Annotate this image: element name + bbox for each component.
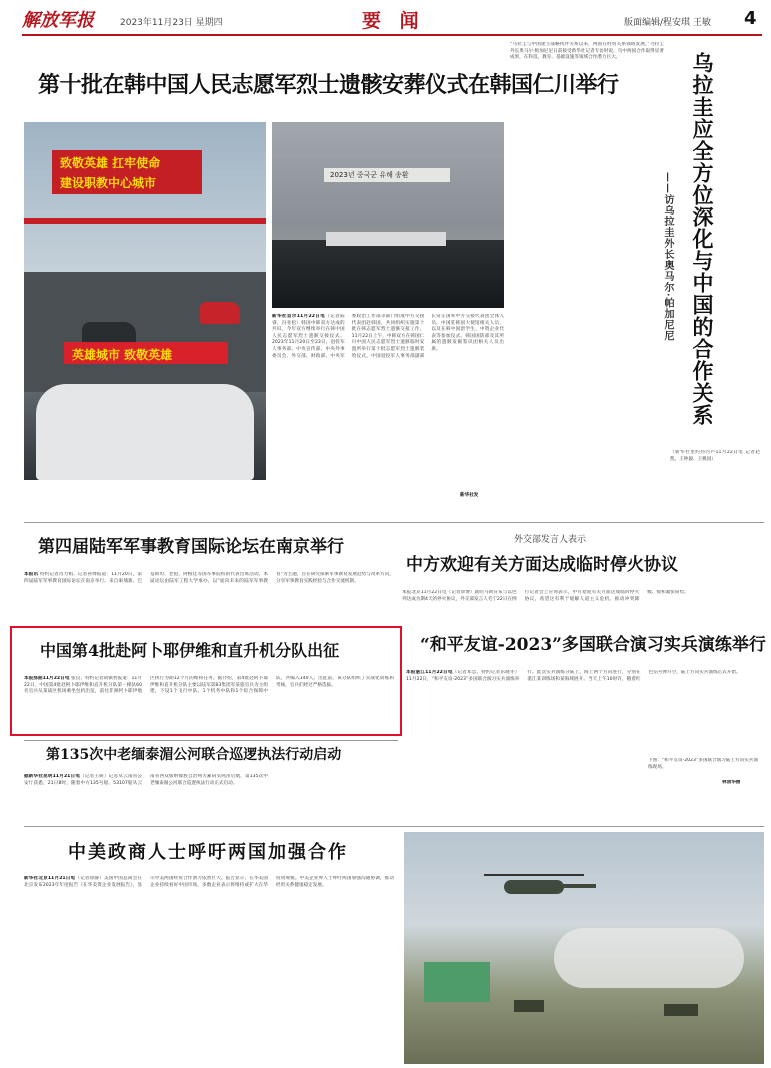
sidebar-end [670, 450, 760, 500]
forum-body [24, 572, 394, 612]
divider-mekong [24, 740, 398, 741]
issue-date: 2023年11月23日 星期四 [120, 18, 223, 28]
page-masthead [22, 6, 762, 36]
lead-photo-ceremony [272, 122, 504, 308]
drill-body-text: （记者邓忠、特约记者乐晓冬）11月22日，“和平友谊-2023”多国联合演习实兵演练举行。此次实兵演练分陆上、海上两个方向进行，分别在湛江某训练场和某海域展开。当天上午10时许，随着红色信号弹升空，陆上方向实兵演练正式开始。 [406, 670, 741, 682]
business-headline: 中美政商人士呼吁两国加强合作 [68, 842, 348, 863]
bridge-deck [24, 272, 266, 392]
ceremony-banner-text: 2023년 중국군 유해 송환 [330, 171, 409, 179]
vehicle-1 [514, 1000, 544, 1012]
lead-photo-bridge [24, 122, 266, 480]
section-title: 要 闻 [362, 10, 425, 32]
business-body [24, 876, 394, 1062]
drill-caption-text: 下图：“和平友谊-2023”多国联合演习陆上方向实兵演练现场。 [648, 758, 758, 770]
forum-body-text: 特约记者肖力娟、记者孙博报道：11月20日，第四届陆军军事教育国际论坛在南京举行。来自柬埔寨、巴基斯坦、老挝、阿根廷等国军事院校的代表出席活动。本届论坛由陆军工程大学承办，以“面向未来的陆军军事教育”为主题，旨在研究探索军事教育发展趋势与改革方向，分享军事教育实践经验与合作交流机制。 [24, 572, 394, 584]
divider-upper [24, 522, 764, 523]
mekong-body-text: （记者王研）记者从云南省公安厅获悉，21日8时，随着中方135号船、53107船从云南省西双版纳傣族自治州关累码头鸣笛启航，第135次中老缅泰湄公河联合巡逻执法行动正式启动。 [24, 774, 268, 786]
helicopter-body [504, 880, 564, 894]
coffin-table [326, 232, 446, 246]
white-car [36, 384, 254, 480]
sidebar-body [510, 42, 664, 498]
smoke-cloud [554, 928, 744, 988]
sidebar-headline: 乌拉圭应全方位深化与中国的合作关系 [690, 52, 715, 426]
page-editors: 版面编辑/程安琪 王敏 [624, 18, 711, 28]
page-number: 4 [744, 8, 757, 29]
abyei-headline: 中国第4批赴阿卜耶伊维和直升机分队出征 [40, 641, 340, 660]
red-car [200, 302, 240, 324]
building-green [424, 962, 490, 1002]
helicopter-tail [560, 884, 596, 888]
drill-caption [648, 758, 762, 778]
lead-author: 新华社发 [460, 493, 479, 498]
divider-lower [24, 826, 764, 827]
sidebar-subtitle: ——访乌拉圭外长奥马尔·帕加尼尼 [662, 172, 673, 342]
photo-banner-line1: 致敬英雄 扛牢使命 [60, 156, 161, 170]
bus-sign-text: 英雄城市 致敬英雄 [72, 348, 173, 362]
ceremony-crowd [272, 240, 504, 308]
lead-body-text: （记者陆睿、冯亚松）韩国中韩双方达成的共识，今年双方继续举行在韩中国人民志愿军烈士遗骸交接仪式。2023年11月20日至23日，退役军人事务部、中央宣传部、中央外事委员会、外交部、财政部、中央军委政治工作部等部门组成中方交接代表团赴韩国，共同组织实施第十批在韩志愿军烈士遗骸交接工作。11月22日上午，中韩双方在韩国仁川中国人民志愿军烈士遗骸临时安置所举行第十批志愿军烈士遗骸装殓仪式。中国退役军人事务部副部长常正国率中方交接代表团全体人员、中国驻韩国大使馆相关人员、以及在韩中国留学生、中资企业代表等参加仪式。韩国国防部及其所属的遗骸发掘鉴识团相关人员出席。 [272, 314, 504, 359]
helicopter-rotor [484, 874, 584, 876]
drill-headline: “和平友谊-2023”多国联合演习实兵演练举行 [420, 635, 766, 655]
lead-story-body [272, 314, 504, 492]
bridge-rail [24, 218, 266, 224]
ceasefire-body [402, 590, 762, 626]
ceasefire-body-text: 本报北京11月22日电（记者覃博）就哈马斯宣布与以色列达成为期4天的停火协议，外交部发言人毛宁22日在例行记者会上应询表示，中方欢迎有关方面达成临时停火协议，希望这有利于缓解人道主义危机、推动冲突降级、缓和紧张局势。 [402, 590, 689, 602]
photo-banner-line2: 建设职教中心城市 [60, 176, 157, 190]
forum-headline: 第四届陆军军事教育国际论坛在南京举行 [38, 537, 344, 557]
mekong-headline: 第135次中老缅泰湄公河联合巡逻执法行动启动 [46, 747, 342, 763]
abyei-body-text: 张良、特约记者胡镇智报道：11月22日，中国第4批赴阿卜耶伊维和直升机分队第一梯队60名官兵从某战区机场乘坐包机出征，前往非洲阿卜耶伊地区执行为期12个月的维和任务。据介绍，第4批赴阿卜耶伊维和直升机分队主要以陆军第83集团军某旅官兵为主组建，下设1个飞行中队、1个机务中队和1个综合保障中队，共编入140人。出征前，该分队组织了实战化训练和考核，官兵们经过严格选拔。 [24, 676, 394, 695]
mekong-byline: 据新华社昆明11月21日电 [24, 774, 81, 779]
drill-author: 林清华摄 [722, 780, 741, 785]
ceasefire-headline: 中方欢迎有关方面达成临时停火协议 [406, 555, 678, 575]
lead-headline: 第十批在韩中国人民志愿军烈士遗骸安葬仪式在韩国仁川举行 [38, 72, 619, 98]
vehicle-2 [664, 1004, 698, 1016]
forum-byline: 本报讯 [24, 572, 39, 577]
abyei-byline: 本报那曲11月22日电 [24, 676, 70, 681]
sidebar-byline: （新华社里约热内卢11月22日电 记者赵凯、王钟毅、王桃园） [670, 450, 760, 462]
ceasefire-kicker: 外交部发言人表示 [514, 535, 587, 545]
sidebar-body-text: “乌拉圭与中国建立战略伙伴关系以来，两国在经贸关系领域发展。”乌拉圭外长奥马尔·帕加尼尼日前接受新华社记者专访时说，乌中两国合作取得显著成果，在科技、教育、基础设施等领域合作潜力巨大。 [510, 42, 664, 61]
newspaper-logo: 解放军报 [22, 10, 94, 31]
lead-byline: 新华社首尔11月22日电 [272, 314, 326, 319]
drill-byline: 本报湛江11月22日电 [406, 670, 453, 675]
business-body-text: （记者徐静）美国中国总商会在北京发布2023年年度报告《在华美资企业发展报告》，显示中美两国经贸合作潜力依然巨大。报告显示，在华美国企业持续看好中国市场，多数企业表示将维持或扩大在华投资规模。中美企业界人士呼吁两国加强沟通协调，推动经贸关系健康稳定发展。 [24, 876, 394, 888]
abyei-body [24, 676, 394, 728]
business-byline: 新华社北京11月21日电 [24, 876, 76, 881]
drill-photo [404, 832, 764, 1064]
mekong-body [24, 774, 394, 820]
